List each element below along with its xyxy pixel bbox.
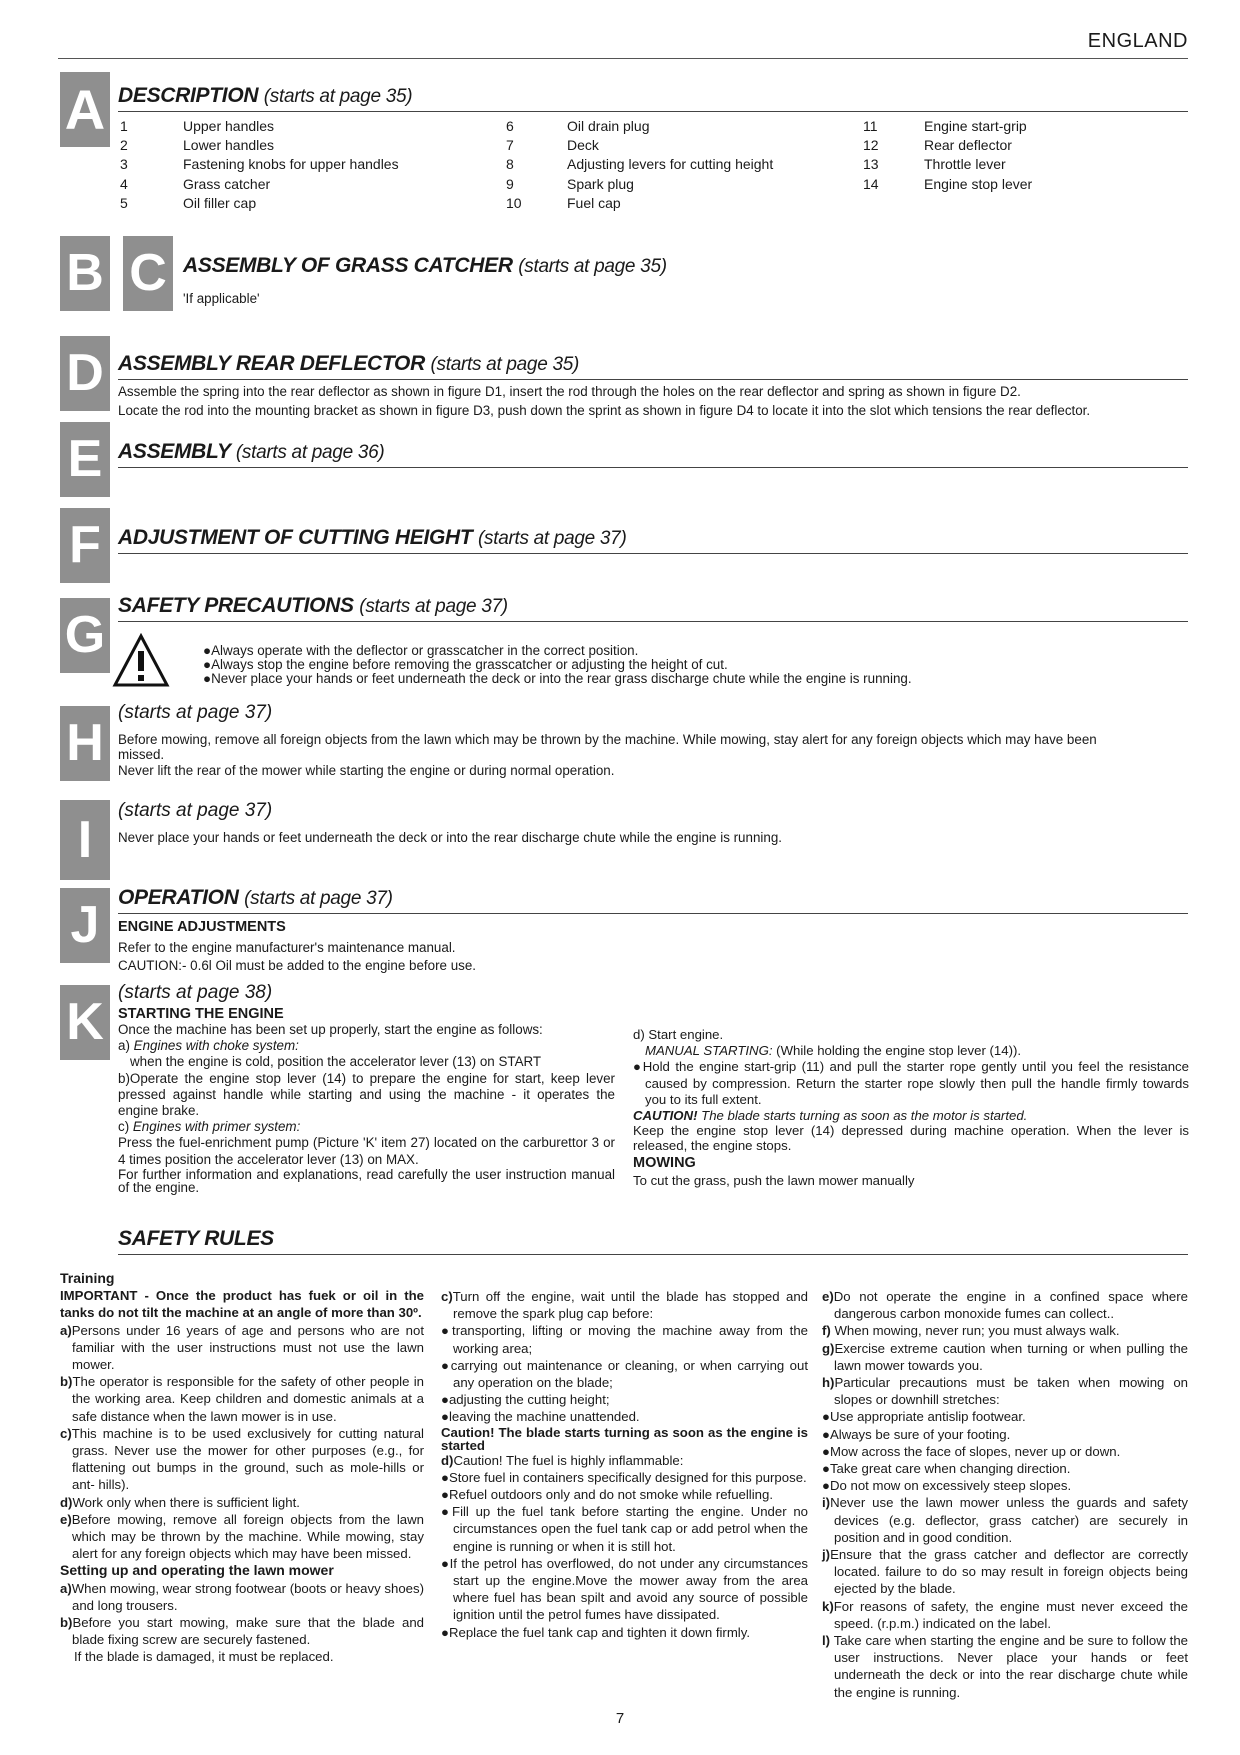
- section-f-title: ADJUSTMENT OF CUTTING HEIGHT: [118, 526, 473, 549]
- important-note: IMPORTANT - Once the product has fuek or oil in the tanks do not tilt the machine at an angle of more than 30º.: [60, 1288, 424, 1321]
- section-a-subtitle: (starts at page 35): [263, 86, 413, 107]
- start-text-c: c) Engines with primer system:: [118, 1119, 301, 1135]
- rule-bullet: ● Do not mow on excessively steep slopes.: [822, 1477, 1188, 1494]
- part-label: Rear deflector: [924, 137, 1012, 154]
- rule-bullet: ● Refuel outdoors only and do not smoke while refuelling.: [441, 1486, 808, 1503]
- rule-item: e)Before mowing, remove all foreign objects from the lawn which may be thrown by the machine. While mowing, stay alert for any foreign objects which may have been missed.: [60, 1511, 424, 1562]
- section-h-line3: Never lift the rear of the mower while starting the engine or during normal operation.: [118, 763, 615, 778]
- start-text: Press the fuel-enrichment pump (Picture 'K' item 27) located on the carburettor 3 or 4 times position the accelerator lever (13) on MAX.: [118, 1135, 615, 1167]
- start-text: when the engine is cold, position the accelerator lever (13) on START: [130, 1054, 542, 1070]
- rule-item: b)Before you start mowing, make sure that the blade and blade fixing screw are securely fastened.: [60, 1615, 424, 1648]
- rule-item: d)Caution! The fuel is highly inflammable:: [441, 1452, 684, 1468]
- rule-item: g)Exercise extreme caution when turning or when pulling the lawn mower towards you.: [822, 1340, 1188, 1373]
- section-d-heading: [118, 352, 1188, 380]
- rule-item: e)Do not operate the engine in a confined space where dangerous carbon monoxide fumes can collect..: [822, 1289, 1188, 1322]
- section-i-subtitle: (starts at page 37): [118, 800, 273, 821]
- section-j-line1: Refer to the engine manufacturer's maintenance manual.: [118, 940, 456, 955]
- rule-item: c)Turn off the engine, wait until the blade has stopped and remove the spark plug cap before:: [441, 1289, 808, 1322]
- part-label: Oil drain plug: [567, 118, 650, 134]
- rule-item: h)Particular precautions must be taken when mowing on slopes or downhill stretches:: [822, 1375, 1188, 1408]
- section-c-subtitle: (starts at page 35): [518, 256, 667, 277]
- part-number: 2: [120, 137, 128, 154]
- rule-item: l) Take care when starting the engine and be sure to follow the user instructions. Never place your hands or feet underneath the deck or into the rear discharge chute while the engine is running.: [822, 1633, 1188, 1700]
- section-f-subtitle: (starts at page 37): [477, 528, 627, 549]
- section-a-title: DESCRIPTION: [118, 84, 259, 107]
- part-label: Engine stop lever: [924, 175, 1033, 192]
- part-number: 14: [863, 175, 879, 192]
- rule-item: c)This machine is to be used exclusively for cutting natural grass. Never use the mower for other purposes (e.g., for flattening out bumps in the ground, such as mole-hills or ant- hills).: [60, 1425, 424, 1493]
- section-letter-f: F: [60, 508, 110, 583]
- rule-bullet: ● carrying out maintenance or cleaning, or when carrying out any operation on the blade;: [441, 1357, 808, 1391]
- starting-left-column: [118, 1022, 615, 1194]
- section-j-heading: [118, 886, 1188, 914]
- part-label: Lower handles: [183, 137, 275, 154]
- start-text: Once the machine has been set up properly, start the engine as follows:: [118, 1022, 543, 1037]
- rule-bullet: ● If the petrol has overflowed, do not under any circumstances start up the engine.Move the mower away from the area where fuel has bean spilt and avoid any source of possible ignition until the petrol fumes have dissipated.: [441, 1555, 808, 1624]
- section-letter-b: B: [60, 236, 110, 311]
- section-a-heading: [118, 84, 1188, 112]
- rule-item: k)For reasons of safety, the engine must never exceed the speed. (r.p.m.) indicated on the label.: [822, 1598, 1188, 1631]
- part-label: Fastening knobs for upper handles: [183, 156, 399, 173]
- part-number: 7: [506, 137, 514, 154]
- section-d-title: ASSEMBLY REAR DEFLECTOR: [118, 352, 425, 375]
- rule-bullet: ● leaving the machine unattended.: [441, 1408, 808, 1425]
- part-label: Upper handles: [183, 118, 275, 134]
- section-h-subtitle: (starts at page 37): [118, 702, 273, 723]
- safety-rules-title: SAFETY RULES: [118, 1227, 274, 1250]
- section-k-subtitle: (starts at page 38): [118, 982, 273, 1003]
- section-g-title: SAFETY PRECAUTIONS: [118, 594, 354, 617]
- rule-item: i)Never use the lawn mower unless the guards and safety devices (e.g. deflector, grass catcher) are securely in position and in good condition.: [822, 1495, 1188, 1545]
- part-label: Deck: [567, 137, 599, 154]
- rule-item: b)The operator is responsible for the safety of other people in the working area. Keep children and domestic animals at a safe distance when the lawn mower is in use.: [60, 1374, 424, 1424]
- part-label: Adjusting levers for cutting height: [567, 156, 774, 173]
- rule-item: If the blade is damaged, it must be replaced.: [74, 1649, 334, 1665]
- safety-bullet: ● Always operate with the deflector or grasscatcher in the correct position.: [203, 644, 638, 658]
- part-label: Throttle lever: [924, 156, 1006, 173]
- rules-column-1: [60, 1270, 424, 1666]
- country-label: ENGLAND: [1087, 30, 1188, 52]
- section-e-subtitle: (starts at page 36): [235, 442, 385, 463]
- part-label: Engine start-grip: [924, 118, 1027, 134]
- part-number: 6: [506, 118, 514, 134]
- start-text: To cut the grass, push the lawn mower manually: [633, 1173, 915, 1189]
- section-letter-k: K: [60, 985, 110, 1060]
- rules-column-2: [441, 1288, 808, 1641]
- starting-right-column: [633, 1027, 1189, 1189]
- mowing-heading: MOWING: [633, 1155, 696, 1172]
- safety-bullet: ● Always stop the engine before removing the grasscatcher or adjusting the height of cut.: [203, 658, 728, 672]
- part-number: 13: [863, 156, 879, 173]
- section-letter-d: D: [60, 336, 110, 411]
- rule-item: d)Work only when there is sufficient light.: [60, 1494, 300, 1510]
- section-letter-a: A: [60, 72, 110, 147]
- part-number: 11: [863, 118, 878, 134]
- part-number: 10: [506, 194, 522, 211]
- section-h-line2: missed.: [118, 747, 165, 762]
- part-number: 3: [120, 156, 128, 173]
- starting-engine-heading: STARTING THE ENGINE: [118, 1006, 284, 1022]
- start-text: For further information and explanations, read carefully the user instruction manual of the engine.: [118, 1166, 615, 1195]
- section-d-line2: Locate the rod into the mounting bracket as shown in figure D3, push down the sprint as shown in figure D4 to locate it into the slot which tensions the rear deflector.: [118, 403, 1091, 418]
- section-letter-c: C: [123, 236, 173, 311]
- header-rule: [58, 58, 1188, 59]
- section-f-heading: [118, 526, 1188, 554]
- part-number: 4: [120, 175, 128, 192]
- section-e-heading: [118, 440, 1188, 468]
- part-number: 8: [506, 156, 514, 173]
- start-text: b)Operate the engine stop lever (14) to prepare the engine for start, keep lever pressed against handle while starting and using the machine - it operates the engine brake.: [118, 1070, 615, 1119]
- start-caution: CAUTION! The blade starts turning as soon as the motor is started.: [633, 1108, 1028, 1124]
- section-j-title: OPERATION: [118, 886, 239, 909]
- part-label: Grass catcher: [183, 175, 271, 192]
- rule-item: a)Persons under 16 years of age and persons who are not familiar with the user instructions must not use the lawn mower.: [60, 1322, 424, 1373]
- rule-bullet: ● Fill up the fuel tank before starting the engine. Under no circumstances open the fuel tank cap or add petrol when the engine is running or when it is still hot.: [441, 1503, 808, 1555]
- section-letter-i: I: [60, 800, 110, 880]
- start-text-manual: MANUAL STARTING: (While holding the engine stop lever (14)).: [645, 1043, 1022, 1059]
- section-j-subtitle: (starts at page 37): [244, 888, 393, 909]
- part-number: 9: [506, 175, 514, 192]
- setup-heading: Setting up and operating the lawn mower: [60, 1562, 334, 1579]
- section-letter-j: J: [60, 888, 110, 963]
- section-d-line1: Assemble the spring into the rear deflector as shown in figure D1, insert the rod through the holes on the rear deflector and spring as shown in figure D2.: [118, 384, 1021, 399]
- part-number: 5: [120, 194, 128, 211]
- rule-bullet: ● transporting, lifting or moving the machine away from the working area;: [441, 1322, 808, 1356]
- part-label: Oil filler cap: [183, 194, 257, 211]
- rule-bullet: ● Store fuel in containers specifically designed for this purpose.: [441, 1469, 808, 1486]
- part-number: 12: [863, 137, 879, 154]
- rule-bullet: ● Always be sure of your footing.: [822, 1426, 1188, 1443]
- section-h-line1: Before mowing, remove all foreign objects from the lawn which may be thrown by the machine. While mowing, stay alert for any foreign objects which may have been: [118, 732, 1097, 747]
- rule-item: j)Ensure that the grass catcher and deflector are correctly located. failure to do so may result in foreign objects being ejected by the blade.: [822, 1547, 1188, 1597]
- start-text: Keep the engine stop lever (14) depressed during machine operation. When the lever is released, the engine stops.: [633, 1123, 1189, 1154]
- part-number: 1: [120, 118, 128, 134]
- part-label: Fuel cap: [567, 194, 621, 211]
- rule-bullet: ● Take great care when changing direction.: [822, 1460, 1188, 1477]
- rule-bullet: ● adjusting the cutting height;: [441, 1391, 808, 1408]
- start-text-a: a) Engines with choke system:: [118, 1038, 299, 1054]
- section-c-title: ASSEMBLY OF GRASS CATCHER: [183, 254, 513, 277]
- start-text: ●Hold the engine start-grip (11) and pull the starter rope gently until you feel the resistance caused by compression. Return the starter rope slowly then pull the handle firmly towards you to its full extent.: [633, 1059, 1189, 1107]
- part-label: Spark plug: [567, 175, 634, 192]
- start-text: d) Start engine.: [633, 1027, 724, 1042]
- safety-rules-heading: [118, 1227, 1188, 1255]
- caution-note: Caution! The blade starts turning as soon as the engine is started: [441, 1424, 808, 1453]
- section-letter-h: H: [60, 706, 110, 781]
- section-i-line1: Never place your hands or feet underneath the deck or into the rear discharge chute while the engine is running.: [118, 830, 782, 845]
- engine-adjustments-heading: ENGINE ADJUSTMENTS: [118, 919, 286, 935]
- rule-item: f) When mowing, never run; you must always walk.: [822, 1323, 1120, 1339]
- section-d-subtitle: (starts at page 35): [430, 354, 580, 375]
- section-letter-g: G: [60, 598, 110, 673]
- rule-bullet: ● Replace the fuel tank cap and tighten it down firmly.: [441, 1624, 808, 1641]
- section-e-title: ASSEMBLY: [118, 440, 231, 463]
- safety-bullet: ● Never place your hands or feet underneath the deck or into the rear grass discharge chute while the engine is running.: [203, 672, 912, 686]
- rule-bullet: ● Use appropriate antislip footwear.: [822, 1408, 1188, 1425]
- section-c-heading: [183, 254, 1188, 281]
- rule-bullet: ● Mow across the face of slopes, never up or down.: [822, 1443, 1188, 1460]
- section-c-note: 'If applicable': [183, 291, 260, 306]
- training-heading: Training: [60, 1270, 115, 1286]
- warning-triangle-icon: [112, 633, 170, 689]
- rules-column-3: [822, 1288, 1188, 1701]
- rule-item: a)When mowing, wear strong footwear (boots or heavy shoes) and long trousers.: [60, 1580, 424, 1613]
- section-g-heading: [118, 594, 1188, 622]
- section-j-line2: CAUTION:- 0.6l Oil must be added to the engine before use.: [118, 958, 477, 973]
- page-number: 7: [615, 1710, 625, 1727]
- section-letter-e: E: [60, 422, 110, 497]
- section-g-subtitle: (starts at page 37): [359, 596, 508, 617]
